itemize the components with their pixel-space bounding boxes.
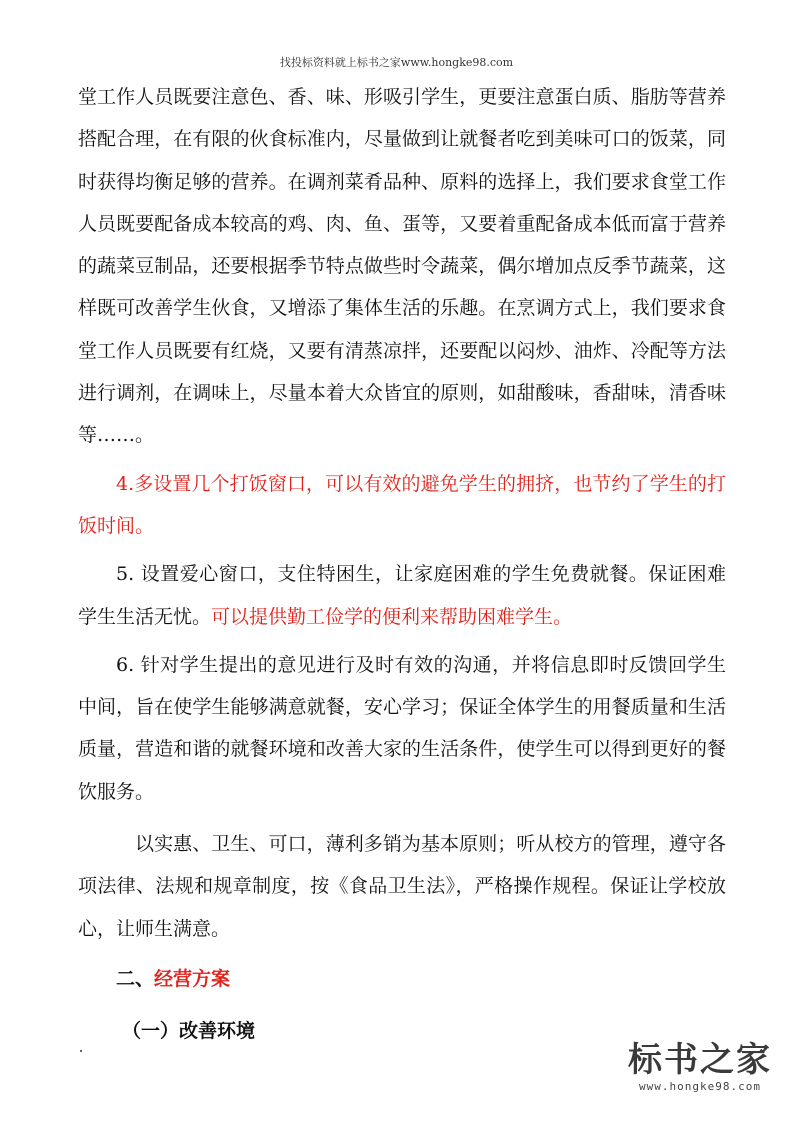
paragraph-charity-window xyxy=(78,553,726,638)
logo-title: 标书之家 xyxy=(628,1040,772,1080)
paragraph-serving-windows: 4.多设置几个打饭窗口，可以有效的避免学生的拥挤，也节约了学生的打饭时间。 xyxy=(78,472,726,537)
logo-url: www.hongke98.com xyxy=(639,1080,761,1093)
header-note: 找投标资料就上标书之家www.hongke98.com xyxy=(279,56,514,69)
section-number: 二、 xyxy=(116,967,155,990)
site-logo xyxy=(625,1040,775,1094)
charity-window-text: 5. 设置爱心窗口，支住特困生，让家庭困难的学生免费就餐。保证困难学生生活无忧。 xyxy=(78,563,726,628)
section-heading-business-plan xyxy=(78,958,726,1000)
paragraph-principles: 以实惠、卫生、可口，薄利多销为基本原则；听从校方的管理，遵守各项法律、法规和规章制度，按《食品卫生法》，严格操作规程。保证让学校放心，让师生满意。 xyxy=(78,833,726,940)
paragraph-menu-variety: 堂工作人员既要注意色、香、味、形吸引学生，更要注意蛋白质、脂肪等营养搭配合理，在有限的伙食标准内，尽量做到让就餐者吃到美味可口的饭菜，同时获得均衡足够的营养。在调剂菜肴品种、原料的选择上，我们要求食堂工作人员既要配备成本较高的鸡、肉、鱼、蛋等，又要着重配备成本低而富于营养的蔬菜豆制品，还要根据季节特点做些时令蔬菜，偶尔增加点反季节蔬菜，这样既可改善学生伙食，又增添了集体生活的乐趣。在烹调方式上，我们要求食堂工作人员既要有红烧，又要有清蒸凉拌，还要配以闷炒、油炸、冷配等方法进行调剂，在调味上，尽量本着大众皆宜的原则，如甜酸味，香甜味，清香味等……。 xyxy=(78,86,726,447)
section-title: 经营方案 xyxy=(154,967,231,990)
work-study-note: 可以提供勤工俭学的便利来帮助困难学生。 xyxy=(211,605,573,628)
paragraph-feedback: 6. 针对学生提出的意见进行及时有效的沟通，并将信息即时反馈回学生中间，旨在使学生能够满意就餐，安心学习；保证全体学生的用餐质量和生活质量，营造和谐的就餐环境和改善大家的生活条件，使学生可以得到更好的餐饮服务。 xyxy=(78,653,726,803)
page-dot-mark xyxy=(80,1050,82,1052)
subsection-heading-improve-environment: （一）改善环境 xyxy=(122,1020,256,1043)
document-body xyxy=(78,76,726,1053)
